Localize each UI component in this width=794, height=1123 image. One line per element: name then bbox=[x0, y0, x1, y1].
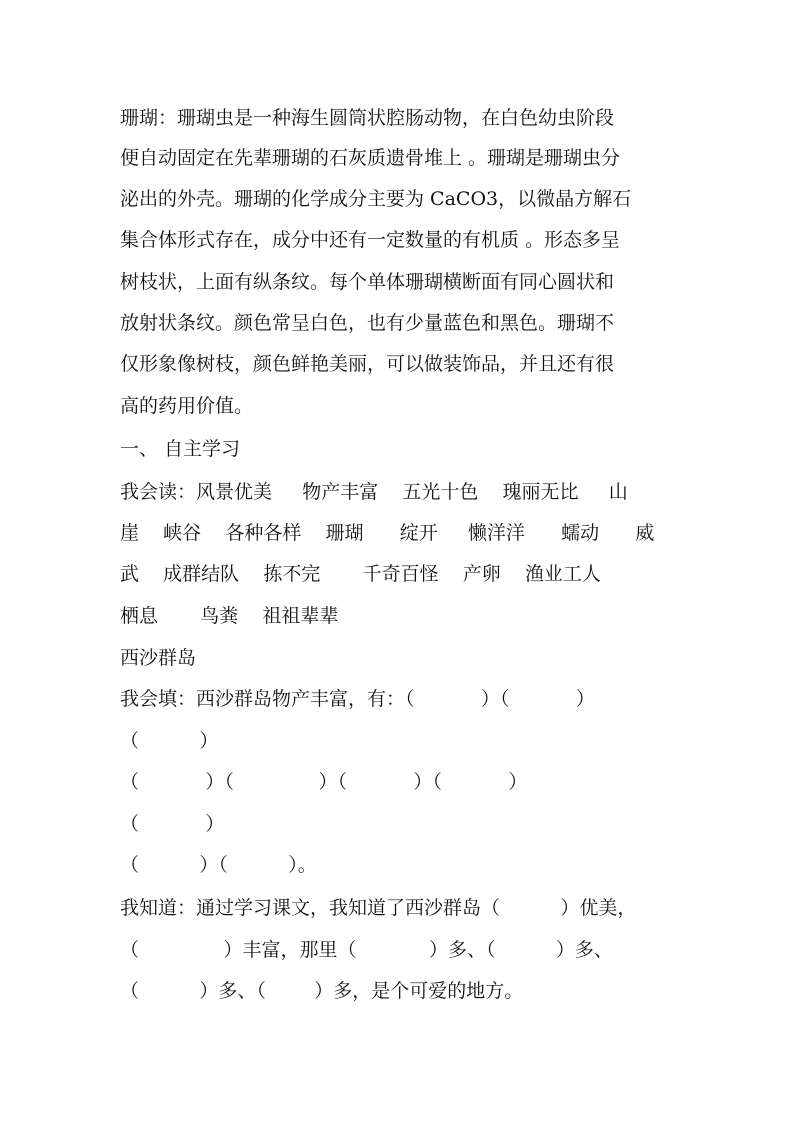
reading-line-2: 崖 峡谷 各种各样 珊瑚 绽开 懒洋洋 蠕动 威 bbox=[120, 522, 655, 544]
lesson-title: 西沙群岛 bbox=[120, 647, 197, 669]
reading-line-1: 我会读：风景优美 物产丰富 五光十色 瑰丽无比 山 bbox=[120, 481, 628, 503]
intro-line-5: 树枝状，上面有纵条纹。每个单体珊瑚横断面有同心圆状和 bbox=[120, 271, 615, 293]
intro-line-7: 仅形象像树枝，颜色鲜艳美丽，可以做装饰品，并且还有很 bbox=[120, 353, 615, 375]
know-line-2: （ ）丰富，那里（ ）多、（ ）多、 bbox=[120, 939, 613, 961]
intro-line-8: 高的药用价值。 bbox=[120, 395, 254, 417]
reading-line-3: 武 成群结队 拣不完 千奇百怪 产卵 渔业工人 bbox=[120, 563, 601, 585]
intro-line-1: 珊瑚：珊瑚虫是一种海生圆筒状腔肠动物，在白色幼虫阶段 bbox=[120, 107, 615, 129]
know-line-3: （ ）多、（ ）多，是个可爱的地方。 bbox=[120, 980, 524, 1002]
fill-line-5: （ ）（ ）。 bbox=[120, 854, 317, 876]
section-heading: 一、 自主学习 bbox=[120, 438, 241, 460]
intro-line-4: 集合体形式存在，成分中还有一定数量的有机质 。形态多呈 bbox=[120, 229, 621, 251]
fill-line-2: （ ） bbox=[120, 730, 219, 752]
fill-line-1: 我会填：西沙群岛物产丰富，有：（ ）（ ） bbox=[120, 688, 595, 710]
fill-line-3: （ ）（ ）（ ）（ ） bbox=[120, 771, 528, 793]
fill-line-4: （ ） bbox=[120, 813, 225, 835]
intro-line-3: 泌出的外壳。珊瑚的化学成分主要为 CaCO3，以微晶方解石 bbox=[120, 188, 632, 210]
intro-line-6: 放射状条纹。颜色常呈白色，也有少量蓝色和黑色。珊瑚不 bbox=[120, 312, 615, 334]
reading-line-4: 栖息 鸟粪 祖祖辈辈 bbox=[120, 605, 339, 627]
know-line-1: 我知道：通过学习课文，我知道了西沙群岛（ ）优美， bbox=[120, 897, 637, 919]
intro-line-2: 便自动固定在先辈珊瑚的石灰质遗骨堆上 。珊瑚是珊瑚虫分 bbox=[120, 147, 621, 169]
